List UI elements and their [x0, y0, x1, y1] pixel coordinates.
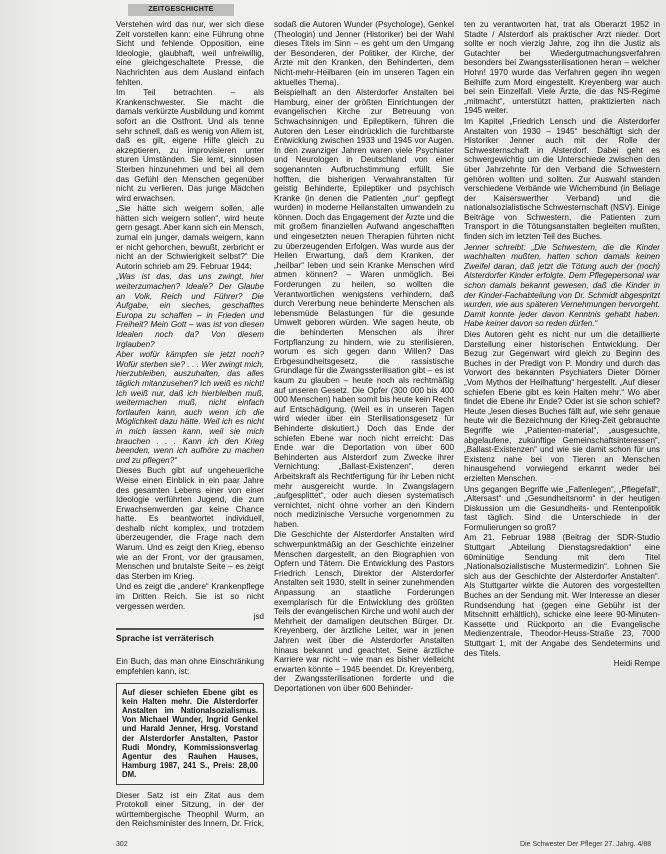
col3-paragraph: ten zu verantworten hat, trat als Oberarzt 1952 in Stadte / Alsterdorf als praktischer Arzt nieder. Dort sollte er noch vierzig Jahre, zog ihn die Justiz als Gutachter bei Wiedergutmachungsverfahren besonders bei Zwangssterilisationen heran – welcher Hohn! 1970 wurde das Verfahren gegen ihn wegen Beihilfe zum Mord eingestellt. Kreyenberg war auch bei sein Einzelfall. Viele Ärzte, die das NS-Regime „mitmacht“, unterstützt hatten, praktizierten nach 1945 weiter. — [464, 20, 660, 116]
col3-paragraph: Am 21. Februar 1988 (Beitrag der SDR-Studio Stuttgart „Abteilung Dienstagsredaktion“ eine 60minütige Sendung mit dem Titel „Nationalsozialistische Mustermedizin“. Lohnen Sie sich aus der Geschichte der Alsterdorfer Anstalten“. Als Stuttgarter wirkte die Autoren des vorgestellten Buches an der Sendung mit. Wer Interesse an dieser Rundsendung hat (gegen eine Gebühr ist der Mitschnitt erhältlich), schicke eine leere 90-Minuten-Kassette und Rückporto an die Evangelische Medienzentrale, Theodor-Heuss-Straße 23, 7000 Stuttgart 1, mit der Angabe des Sendetermins und des Titels. — [464, 533, 660, 658]
col3-paragraph: Uns gegangen Begriffe wie „Fallenlegen“, „Pflegefall“, „Altersast“ und „Gesundheitsnorm“ in der heutigen Diskussion um die Gesundheits- und Rentenpolitik fast täglich. Sind die Unterschiede in der Formulierungen so groß? — [464, 484, 660, 532]
col3-quote: Jenner schreibt: „Die Schwestern, die die Kinder wachhalten mußten, hatten schon damals keinen Zweifel daran, daß jetzt die Tötung auch der (noch) Alsterdorfer Kinder erfolgte. Dem Pflegepersonal war schon damals bekannt gewesen, daß die Kinder in der Kinder-Fachabteilung von Dr. Schmidt abgespritzt wurden, wie aus späteren Vernehmungen hervorgeht. Damit konnte jeder davon Kenntnis gehabt haben. Habe keiner davon so reden dürfen.“ — [464, 242, 660, 329]
col1-paragraph: Dieser Satz ist ein Zitat aus dem Protokoll einer Sitzung, in der der württembergische Theophil Wurm, an den Reichsminister des Innern, Dr. Frick, — [116, 790, 264, 828]
col1-paragraph: Und es zeigt die „andere“ Krankenpflege im Dritten Reich. Sie ist so nicht vergessen werden. — [116, 582, 264, 611]
col2-paragraph: Die Geschichte der Alsterdorfer Anstalten wird schwerpunktmäßig an der Geschichte einzelner Menschen dargestellt, an den Biographien von Opfern und Tätern. Die Entwicklung des Pastors Friedrich Lensch, Direktor der Alsterdorfer Anstalten seit 1930, stellt in seiner zunehmenden Anpassung an staatliche Forderungen exemplarisch für die Entwicklung des größten Teils der evangelischen Kirche und wohl auch der Mehrheit der damaligen deutschen Bürger. Dr. Kreyenberg, der ärztliche Leiter, war in jenen Jahren weit über die Alsterdorfer Anstalten hinaus bekannt und geachtet. Seine ärztliche Karriere war nicht – wie man es bisher vielleicht erwarten könnte – 1945 beendet. Dr. Kreyenberg, der Zwangssterilisationen forderte und die Deportationen von über 600 Behinder- — [274, 530, 454, 693]
signature: jsd — [253, 612, 264, 622]
col1-quote: „Was ist das, das uns zwingt, hier weiterzumachen? Ideale? Der Glaube an Volk, Reich und Führer? Die Aufgabe, ein sieches, geschafftes Europa zu schaffen – in Frieden und Freiheit? Mein Gott – was ist von diesen Idealen noch da? Von diesem Irglauben? — [116, 272, 264, 349]
col3-paragraph: Dies Autoren geht es nicht nur um die detaillierte Darstellung einer historischen Entwicklung. Der Bezug zur Gegenwart wird gleich zu Beginn des Buches in der Predigt von P. Mondry und durch das Vorwort des bekannten Psychiaters Dieter Dörner „Vom Mythos der Heilhaftung“ hergestellt. „Auf dieser schiefen Ebene gibt es kein Halten mehr.“ Wo aber findet die Ebene ihr Ende? Oder ist sie schon schief? Heute „lesen dieses Buches fällt auf, wie sehr genaue heute wir die Bezeichnung der Krieg-Zeit gebrauchte Begriffe wie „Patienten-material“, „ausgesuchte, abgelaufene, zukünftige Gemeinschaftsinteressen“, „Ballast-Existenzen“ und wie sie damit schon für uns Existenz nahe bei von Tieren an Menschen hinausgehend vorwiegend erkannt weder bei erzielten Menschen. — [464, 330, 660, 483]
col1-quote: Aber wofür kämpfen sie jetzt noch? Wofür sterben sie? . . . Wer zwingt mich, hierzubleiben, auszuhalten, das alles täglich mitanzusehen? Ich weiß es nicht! Ich weiß nur, daß ich hierbleiben muß, weitermachen muß, nicht einfach fortlaufen kann, auch wenn ich die Möglichkeit dazu hätte. Weil ich es nicht in mich lassen kann, weil sie mich brauchen . . . Kann ich den Krieg beenden, wenn ich aufhöre zu machen und zu pflegen?“ — [116, 350, 264, 465]
col1-paragraph: Dieses Buch gibt auf ungeheuerliche Weise einen Einblick in ein paar Jahre des gesamten Lebens einer von einer Ideologie verführten Jugend, die zum Erwachsenwerden gar keine Chance hatte. Es beantwortet individuell, deshalb nicht komplex, und trotzdem überzeugender, die Frage nach dem Warum. Und es zeigt den Krieg, ebenso wie an der Front, vor der grausamen, Menschen und brutalste Seite – es zeigt das Sterben im Krieg. — [116, 466, 264, 581]
col2-paragraph: sodaß die Autoren Wunder (Psychologe), Genkel (Theologin) und Jenner (Historiker) bei der Wahl dieses Titels im Sinn – es geht um den Umgang der Besonderen, der Politiker, der Kirche, der Ärzte mit den Kranken, den Behinderten, dem Nicht-mehr-Heilbaren (ein im unseren Tagen ein aktuelles Thema). — [274, 20, 454, 87]
section-divider — [116, 628, 264, 630]
page-number: 302 — [116, 841, 128, 848]
column-1 — [116, 20, 264, 828]
col1-paragraph: „Sie hätte sich weigern sollen, alle hätten sich weigern sollen“, wird heute gern gesagt. Aber kann sich ein Mensch, zumal ein junger, damals weigern, kann er nicht gehorchen, bewußt, zerbricht er nicht an der Schwierigkeit selbst?“ Die Autorin schrieb am 29. Februar 1944: — [116, 204, 264, 271]
review-intro: Ein Buch, das man ohne Einschränkung empfehlen kann, ist: — [116, 657, 264, 676]
col3-paragraph: Im Kapitel „Friedrich Lensch und die Alsterdorfer Anstalten von 1930 – 1945“ beschäftigt sich der Historiker Jenner auch mit der Rolle der Schwesternschaft in Alsterdorf. Dabei geht es schwergewichtig um die Unterschiede zwischen den über Jahrzehnte für den Verband die Schwestern gehören wollten und sollten. Zur Auswahl standen verschiedene Verbände wie Wichernbund (in Beliage der Kaiserswerther Verband) und die nationalsozialistische Schwesternschaft (NSV). Einige Beiträge von Schwestern, die Patienten zum Transport in die Tötungsanstalten begleiten mußten, finden sich im letzten Teil des Buches. — [464, 116, 660, 242]
column-2 — [274, 20, 454, 830]
author-signature: Heidi Rempe — [613, 659, 660, 669]
section-header: ZEITGESCHICHTE — [128, 4, 234, 16]
col2-paragraph: Beispielhaft an den Alsterdorfer Anstalten bei Hamburg, einer der größten Einrichtungen der evangelischen Kirche zur Betreuung von Schwachsinnigen und Epileptikern, führen die Autoren den Leser eindrücklich die furchtbarste Entwicklung zwischen 1933 und 1945 vor Augen. In den zwanziger Jahren waren viele Psychiater und Neurologen in Deutschland von einer sogenannten Aufbruchstimmung erfüllt. Sie hofften, die bisherigen Verwahranstalten für geistig Behinderte, Epileptiker und psychisch Kranke (in denen die Patienten „nur“ gepflegt wurden) in moderne Heilanstalten umwandeln zu können. Doch das Engagement der Ärzte und die mit großem finanziellen Aufwand angeschafften und eingesetzten neuen Therapien führten nicht zu überzeugenden Erfolgen. Was wurde aus der Heilen Erwartung, daß dem Kranken, der „heilbar“ leben und sein Kranke Menschen wird atmen können? – Waren unmöglich. Bei Forderungen zu heilen, so wollten die Verantwortlichen wenigstens verhindern, daß durch Vererbung neue behinderte Menschen als lebensmüde Belastungen für die gesunde Umwelt geboren würden. Wie sagen heute, ob die behinderten Menschen als ihrer Fortpflanzung zu hindern, wie zu sterilisieren, worum es sich gegen dann Willen? Das Erbgesundheitsgesetz, die rassistische Grundlage für die Zwangssterilisation gibt – es ist kaum zu glauben – heute noch als rechtmäßig auf unseren Gesetz. Die Opfer (300 000 bis 400 000 Menschen) haben somit bis heute kein Recht auf Entschädigung. (Weil es in unseren Tagen wird wieder über ein Sterilisationsgesetz für Behinderte diskutiert.) Doch das Ende der schiefen Ebene war noch nicht erreicht: Das Ende war die Deportation von über 600 Behinderten aus Alsterdorf zum Zwecke ihrer Vernichtung: „Ballast-Existenzen“, deren Arbeitskraft als Rechtfertigung für ihr Leben nicht mehr ausgereicht wurde. In Zwangslagern „aufgesplittet“, oder auch diesen systematisch vernichtet, nicht ohne vorher an den Kindern noch medizinische Versuche vorgenommen zu haben. — [274, 88, 454, 529]
journal-footer: Die Schwester Der Pfleger 27. Jahrg. 4/88 — [520, 841, 652, 848]
section-title: Sprache ist verräterisch — [116, 632, 214, 643]
column-3 — [464, 20, 660, 830]
col1-paragraph: Verstehen wird das nur, wer sich diese Zeit vorstellen kann: eine Führung ohne Sicht und fehlende Opposition, eine Ideologie, glaubhaft, weil unfreiwillig, eine gleichgeschaltete Presse, die Nachrichten aus dem Ausland einfach fehlten. — [116, 20, 264, 87]
col1-paragraph: Im Teil betrachten – als Krankenschwester. Sie macht die damals verkürzte Ausbildung und kommt sofort an die Ostfront. Und als tenne sehr schnell, daß es wenig von Allem ist, daß es gilt, eigene Hilfe gleich zu akzeptieren, zu improvisieren unter sturen Umständen. Sie lernt, sinnlosen Sterben hinzunehmen und bei all dem das Gefühl den Menschen gegenüber nicht zu verlieren. Das junge Mädchen wird erwachsen. — [116, 88, 264, 203]
book-reference-box: Auf dieser schiefen Ebene gibt es kein Halten mehr. Die Alsterdorfer Anstalten im Nationalsozialismus. Von Michael Wunder, Ingrid Genkel und Harald Jenner, Hrsg. Vorstand der Alsterdorfer Anstalten, Pastor Rudi Mondry, Kommissionsverlag Agentur des Rauhen Hauses, Hamburg 1987, 241 S., Preis: 28,00 DM. — [116, 683, 264, 785]
